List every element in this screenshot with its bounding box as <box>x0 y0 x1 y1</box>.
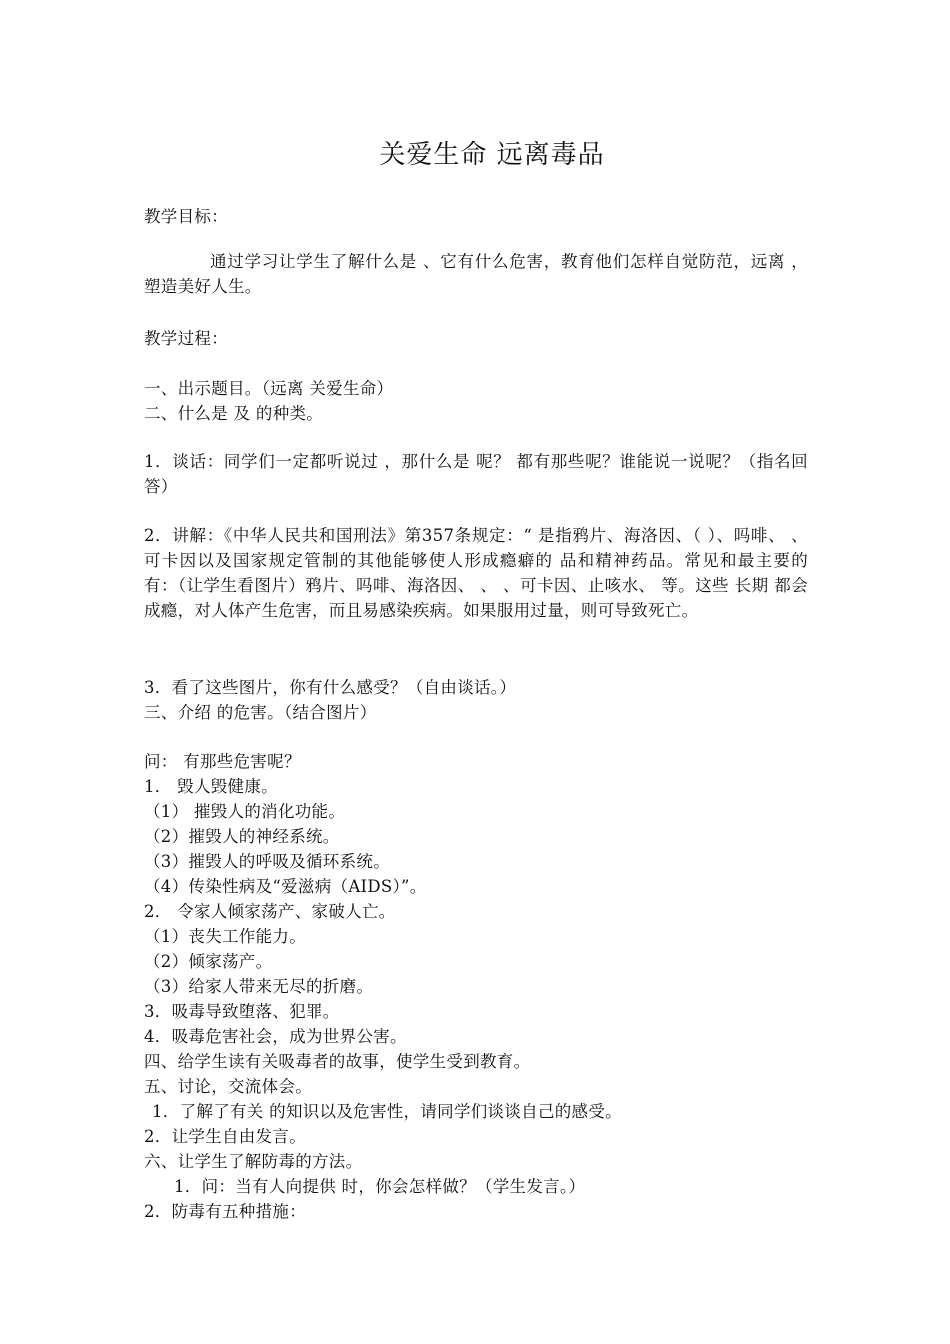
objective-heading: 教学目标： <box>144 207 228 226</box>
harm-item-2-3: （3）给家人带来无尽的折磨。 <box>144 977 374 996</box>
paragraph-feelings: 3．看了这些图片，你有什么感受？（自由谈话。） <box>144 678 517 697</box>
section-2-heading: 二、什么是 及 的种类。 <box>144 404 324 423</box>
objective-paragraph: 通过学习让学生了解什么是 、它有什么危害，教育他们怎样自觉防范，远离 ，塑造美好人生。 <box>144 252 808 296</box>
question-line: 问： 有那些危害呢？ <box>144 752 301 771</box>
process-heading: 教学过程： <box>144 329 228 348</box>
harm-item-1-4: （4）传染性病及“爱滋病（AIDS）”。 <box>144 877 427 896</box>
harm-item-1-2: （2）摧毁人的神经系统。 <box>144 827 340 846</box>
discussion-item-1: 1．了解了有关 的知识以及危害性，请同学们谈谈自己的感受。 <box>152 1102 622 1121</box>
discussion-item-2: 2．让学生自由发言。 <box>144 1127 306 1146</box>
harm-item-1-3: （3）摧毁人的呼吸及循环系统。 <box>144 852 390 871</box>
harm-item-2-1: （1）丧失工作能力。 <box>144 927 306 946</box>
section-6-heading: 六、让学生了解防毒的方法。 <box>144 1152 363 1171</box>
document-title: 关爱生命 远离毒品 <box>379 140 605 170</box>
prevention-item-2: 2．防毒有五种措施： <box>144 1202 306 1221</box>
paragraph-talk: 1．谈话：同学们一定都听说过 ，那什么是 呢？ 都有那些呢？谁能说一说呢？（指名回答） <box>144 452 808 496</box>
harm-item-2: 2． 令家人倾家荡产、家破人亡。 <box>144 902 396 921</box>
section-3-heading: 三、介绍 的危害。（结合图片） <box>144 703 377 722</box>
harm-item-1-1: （1） 摧毁人的消化功能。 <box>144 802 346 821</box>
paragraph-explanation: 2．讲解：《中华人民共和国刑法》第357条规定：“ 是指鸦片、海洛因、（ ）、吗啡、 、可卡因以及国家规定管制的其他能够使人形成瘾癖的 品和精神药品。常见和最主要的 有：（让学生看图片）鸦片、吗啡、海洛因、 、 、可卡因、止咳水、 等。这些 长期 都会成瘾，对人体产生危害，而且易感染疾病。如果服用过量，则可导致死亡。 <box>144 526 808 620</box>
harm-item-4: 4．吸毒危害社会，成为世界公害。 <box>144 1027 407 1046</box>
harm-item-1: 1． 毁人毁健康。 <box>144 777 278 796</box>
harm-item-2-2: （2）倾家荡产。 <box>144 952 273 971</box>
section-5-heading: 五、讨论，交流体会。 <box>144 1077 312 1096</box>
section-4-heading: 四、给学生读有关吸毒者的故事，使学生受到教育。 <box>144 1052 531 1071</box>
section-1-heading: 一、出示题目。（远离 关爱生命） <box>144 379 394 398</box>
harm-item-3: 3．吸毒导致堕落、犯罪。 <box>144 1002 340 1021</box>
prevention-item-1: 1．问：当有人向提供 时，你会怎样做？（学生发言。） <box>174 1177 586 1196</box>
